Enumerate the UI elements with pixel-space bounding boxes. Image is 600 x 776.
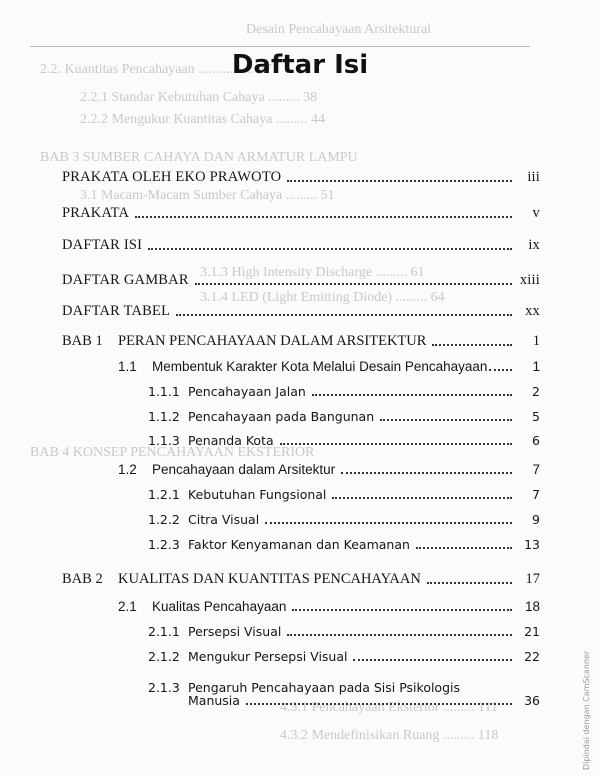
toc-subsection-1-1-1[interactable] (148, 383, 540, 400)
toc-page: 1 (532, 333, 540, 349)
dot-leader (280, 443, 512, 445)
dot-leader (332, 497, 512, 499)
subsection-number: 2.1.3 (148, 680, 180, 695)
dot-leader (432, 344, 512, 346)
bleed-through-line: 3.1.4 LED (Light Emitting Diode) ......... 64 (200, 290, 445, 305)
toc-section-2-1[interactable] (118, 598, 540, 615)
dot-leader (195, 283, 512, 285)
bleed-through-header: Desain Pencahayaan Arsitektural (246, 22, 432, 37)
toc-subsection-1-1-2[interactable] (148, 408, 540, 425)
subsection-number: 1.2.3 (148, 537, 180, 552)
dot-leader (489, 369, 512, 371)
section-title: Kualitas Pencahayaan (152, 599, 287, 614)
subsection-title: Mengukur Persepsi Visual (188, 649, 348, 664)
toc-page: 1 (532, 359, 540, 374)
subsection-title-line2: Manusia (188, 693, 240, 708)
toc-section-1-2[interactable] (118, 461, 540, 478)
toc-entry-prakata[interactable] (62, 205, 540, 222)
toc-subsection-2-1-1[interactable] (148, 623, 540, 640)
subsection-title: Pencahayaan pada Bangunan (188, 409, 375, 424)
section-number: 1.2 (118, 462, 137, 477)
subsection-number: 2.1.1 (148, 624, 180, 639)
toc-page: 5 (532, 409, 540, 424)
toc-chapter-bab2[interactable] (62, 571, 540, 588)
subsection-title: Kebutuhan Fungsional (188, 487, 327, 502)
subsection-title: Faktor Kenyamanan dan Keamanan (188, 537, 410, 552)
dot-leader (246, 703, 512, 705)
bleed-through-line: 4.3.1 Pencahayaan Eksterior ......... 111 (280, 700, 498, 715)
toc-page: 7 (532, 462, 540, 477)
toc-subsection-1-1-3[interactable] (148, 432, 540, 449)
subsection-title: Persepsi Visual (188, 624, 282, 639)
toc-page: 22 (524, 649, 540, 664)
bleed-through-line: 4.3.2 Mendefinisikan Ruang ......... 118 (280, 728, 499, 743)
bleed-through-line: 2.2. Kuantitas Pencahayaan ................ 37 (40, 62, 272, 77)
subsection-number: 1.1.2 (148, 409, 180, 424)
dot-leader (265, 522, 512, 524)
dot-leader (135, 216, 512, 218)
bleed-through-line: 2.2.1 Standar Kebutuhan Cahaya ......... 38 (80, 90, 318, 105)
dot-leader (292, 609, 512, 611)
toc-page: ix (528, 237, 540, 253)
dot-leader (353, 659, 512, 661)
scanner-watermark: Dipindai dengan CamScanner (582, 650, 591, 770)
bleed-through-line: BAB 3 SUMBER CAHAYA DAN ARMATUR LAMPU (40, 150, 358, 165)
dot-leader (287, 180, 512, 182)
section-number: 1.1 (118, 359, 137, 374)
subsection-title: Penanda Kota (188, 433, 274, 448)
subsection-title: Citra Visual (188, 512, 260, 527)
toc-entry-daftar-tabel[interactable] (62, 303, 540, 320)
dot-leader (341, 472, 512, 474)
toc-subsection-2-1-2[interactable] (148, 648, 540, 665)
dot-leader (427, 582, 512, 584)
section-number: 2.1 (118, 599, 137, 614)
toc-page: 13 (524, 537, 540, 552)
subsection-number: 1.2.1 (148, 487, 180, 502)
toc-label: DAFTAR TABEL (62, 303, 171, 319)
toc-page: 21 (524, 624, 540, 639)
toc-subsection-2-1-3-line2[interactable] (188, 692, 540, 709)
subsection-number: 1.2.2 (148, 512, 180, 527)
toc-subsection-1-2-3[interactable] (148, 536, 540, 553)
toc-entry-prakata-eko[interactable] (62, 169, 540, 186)
page-title: Daftar Isi (231, 50, 369, 80)
subsection-number: 1.1.1 (148, 384, 180, 399)
dot-leader (176, 314, 512, 316)
toc-page: 36 (524, 693, 540, 708)
toc-label: PRAKATA (62, 205, 130, 221)
subsection-title-line1: Pengaruh Pencahayaan pada Sisi Psikologis (188, 680, 461, 695)
bleed-through-line: BAB 4 KONSEP PENCAHAYAAN EKSTERIOR (30, 445, 315, 460)
dot-leader (380, 419, 512, 421)
toc-subsection-1-2-2[interactable] (148, 511, 540, 528)
toc-chapter-bab1[interactable] (62, 333, 540, 350)
toc-label: PRAKATA OLEH EKO PRAWOTO (62, 169, 282, 185)
chapter-number: BAB 2 (62, 571, 103, 587)
toc-page: xx (525, 303, 540, 319)
toc-page: xiii (519, 272, 540, 288)
bleed-through-line: 3.1.3 High Intensity Discharge ......... 61 (200, 265, 425, 280)
toc-page: 6 (532, 433, 540, 448)
header-rule (30, 46, 530, 47)
dot-leader (312, 394, 512, 396)
toc-label: DAFTAR GAMBAR (62, 272, 189, 288)
toc-page: iii (527, 169, 540, 185)
toc-page: 2 (532, 384, 540, 399)
section-title: Pencahayaan dalam Arsitektur (152, 462, 336, 477)
subsection-number: 2.1.2 (148, 649, 180, 664)
toc-section-1-1[interactable] (118, 358, 540, 375)
toc-page: 7 (532, 487, 540, 502)
section-title: Membentuk Karakter Kota Melalui Desain Pencahayaan (152, 359, 488, 374)
toc-page: v (532, 205, 540, 221)
chapter-number: BAB 1 (62, 333, 103, 349)
dot-leader (416, 547, 512, 549)
toc-entry-daftar-gambar[interactable] (62, 272, 540, 289)
toc-page: 17 (525, 571, 540, 587)
subsection-title: Pencahayaan Jalan (188, 384, 306, 399)
toc-page: 18 (524, 599, 540, 614)
chapter-title: PERAN PENCAHAYAAN DALAM ARSITEKTUR (118, 333, 427, 349)
bleed-through-line: 2.2.2 Mengukur Kuantitas Cahaya ......... 44 (80, 112, 325, 127)
bleed-through-line: 3.1 Macam-Macam Sumber Cahaya ......... 51 (80, 188, 335, 203)
toc-page: 9 (532, 512, 540, 527)
subsection-number: 1.1.3 (148, 433, 180, 448)
toc-subsection-1-2-1[interactable] (148, 486, 540, 503)
toc-entry-daftar-isi[interactable] (62, 237, 540, 254)
chapter-title: KUALITAS DAN KUANTITAS PENCAHAYAAN (118, 571, 421, 587)
dot-leader (148, 248, 512, 250)
dot-leader (287, 634, 512, 636)
toc-label: DAFTAR ISI (62, 237, 143, 253)
